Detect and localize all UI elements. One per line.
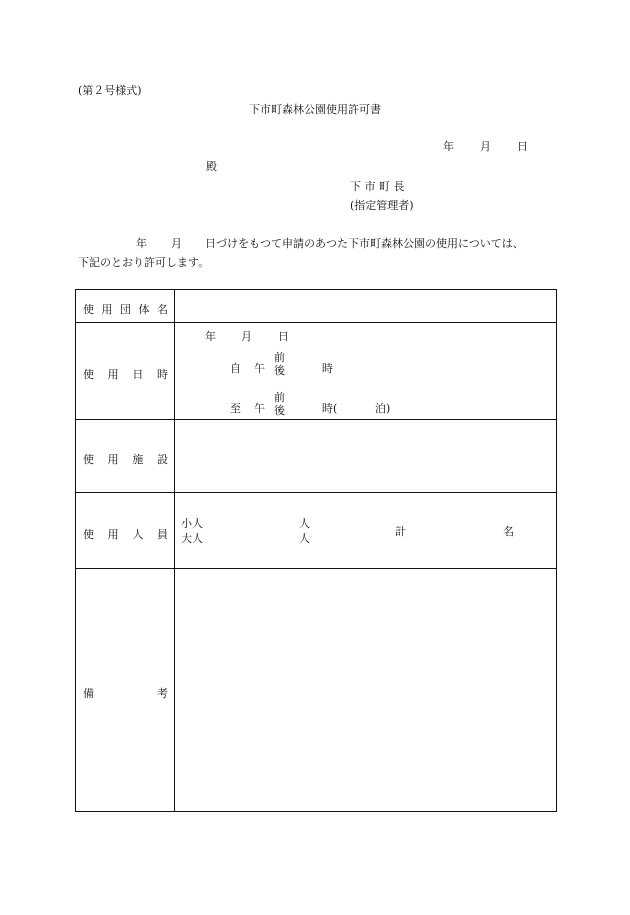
to-label: 至	[230, 402, 241, 415]
body-text-line-2: 下記のとおり許可します。	[78, 256, 210, 269]
permit-table	[75, 289, 557, 812]
row-group-name	[76, 290, 557, 323]
nights-label: 泊)	[375, 402, 391, 415]
year-label: 年	[443, 140, 454, 153]
label-remarks: 備 考	[76, 569, 175, 812]
label-facility: 使 用 施 設	[76, 420, 175, 493]
issuer-note: (指定管理者)	[350, 199, 414, 212]
label-datetime: 使 用 日 時	[76, 323, 175, 420]
row-people	[76, 493, 557, 569]
addressee-suffix: 殿	[206, 160, 217, 173]
body-year-label: 年	[136, 237, 147, 250]
child-label: 小人	[181, 517, 203, 530]
dt-day: 日	[278, 330, 289, 343]
hour-from: 時	[322, 362, 333, 375]
value-people[interactable]	[175, 493, 557, 569]
count-unit: 名	[503, 525, 514, 538]
value-facility[interactable]	[175, 420, 557, 493]
document-title: 下市町森林公園使用許可書	[249, 103, 381, 116]
issuer-name: 下 市 町 長	[350, 180, 405, 193]
body-line-1	[78, 238, 524, 249]
total-label: 計	[395, 525, 406, 538]
dt-month: 月	[241, 330, 252, 343]
value-group-name[interactable]	[175, 290, 557, 323]
adult-unit: 人	[299, 532, 310, 545]
row-facility	[76, 420, 557, 493]
label-people: 使 用 人 員	[76, 493, 175, 569]
value-datetime[interactable]	[175, 323, 557, 420]
month-label: 月	[480, 140, 491, 153]
noon-label-from: 午	[254, 362, 265, 375]
day-label: 日	[517, 140, 528, 153]
value-remarks[interactable]	[175, 569, 557, 812]
from-label: 自	[230, 362, 241, 375]
row-datetime	[76, 323, 557, 420]
noon-label-to: 午	[254, 402, 265, 415]
ampm-from: 前 後	[274, 351, 285, 378]
child-unit: 人	[299, 517, 310, 530]
dt-year: 年	[205, 330, 216, 343]
body-text-line-1: 日づけをもつて申請のあつた下市町森林公園の使用については、	[205, 237, 524, 250]
form-number: (第２号様式)	[78, 84, 142, 97]
row-remarks	[76, 569, 557, 812]
issue-date	[443, 141, 528, 152]
body-month-label: 月	[171, 237, 182, 250]
adult-label: 大人	[181, 532, 203, 545]
label-group-name: 使 用 団 体 名	[76, 290, 175, 323]
ampm-to: 前 後	[274, 391, 285, 418]
hour-to: 時(	[322, 402, 338, 415]
